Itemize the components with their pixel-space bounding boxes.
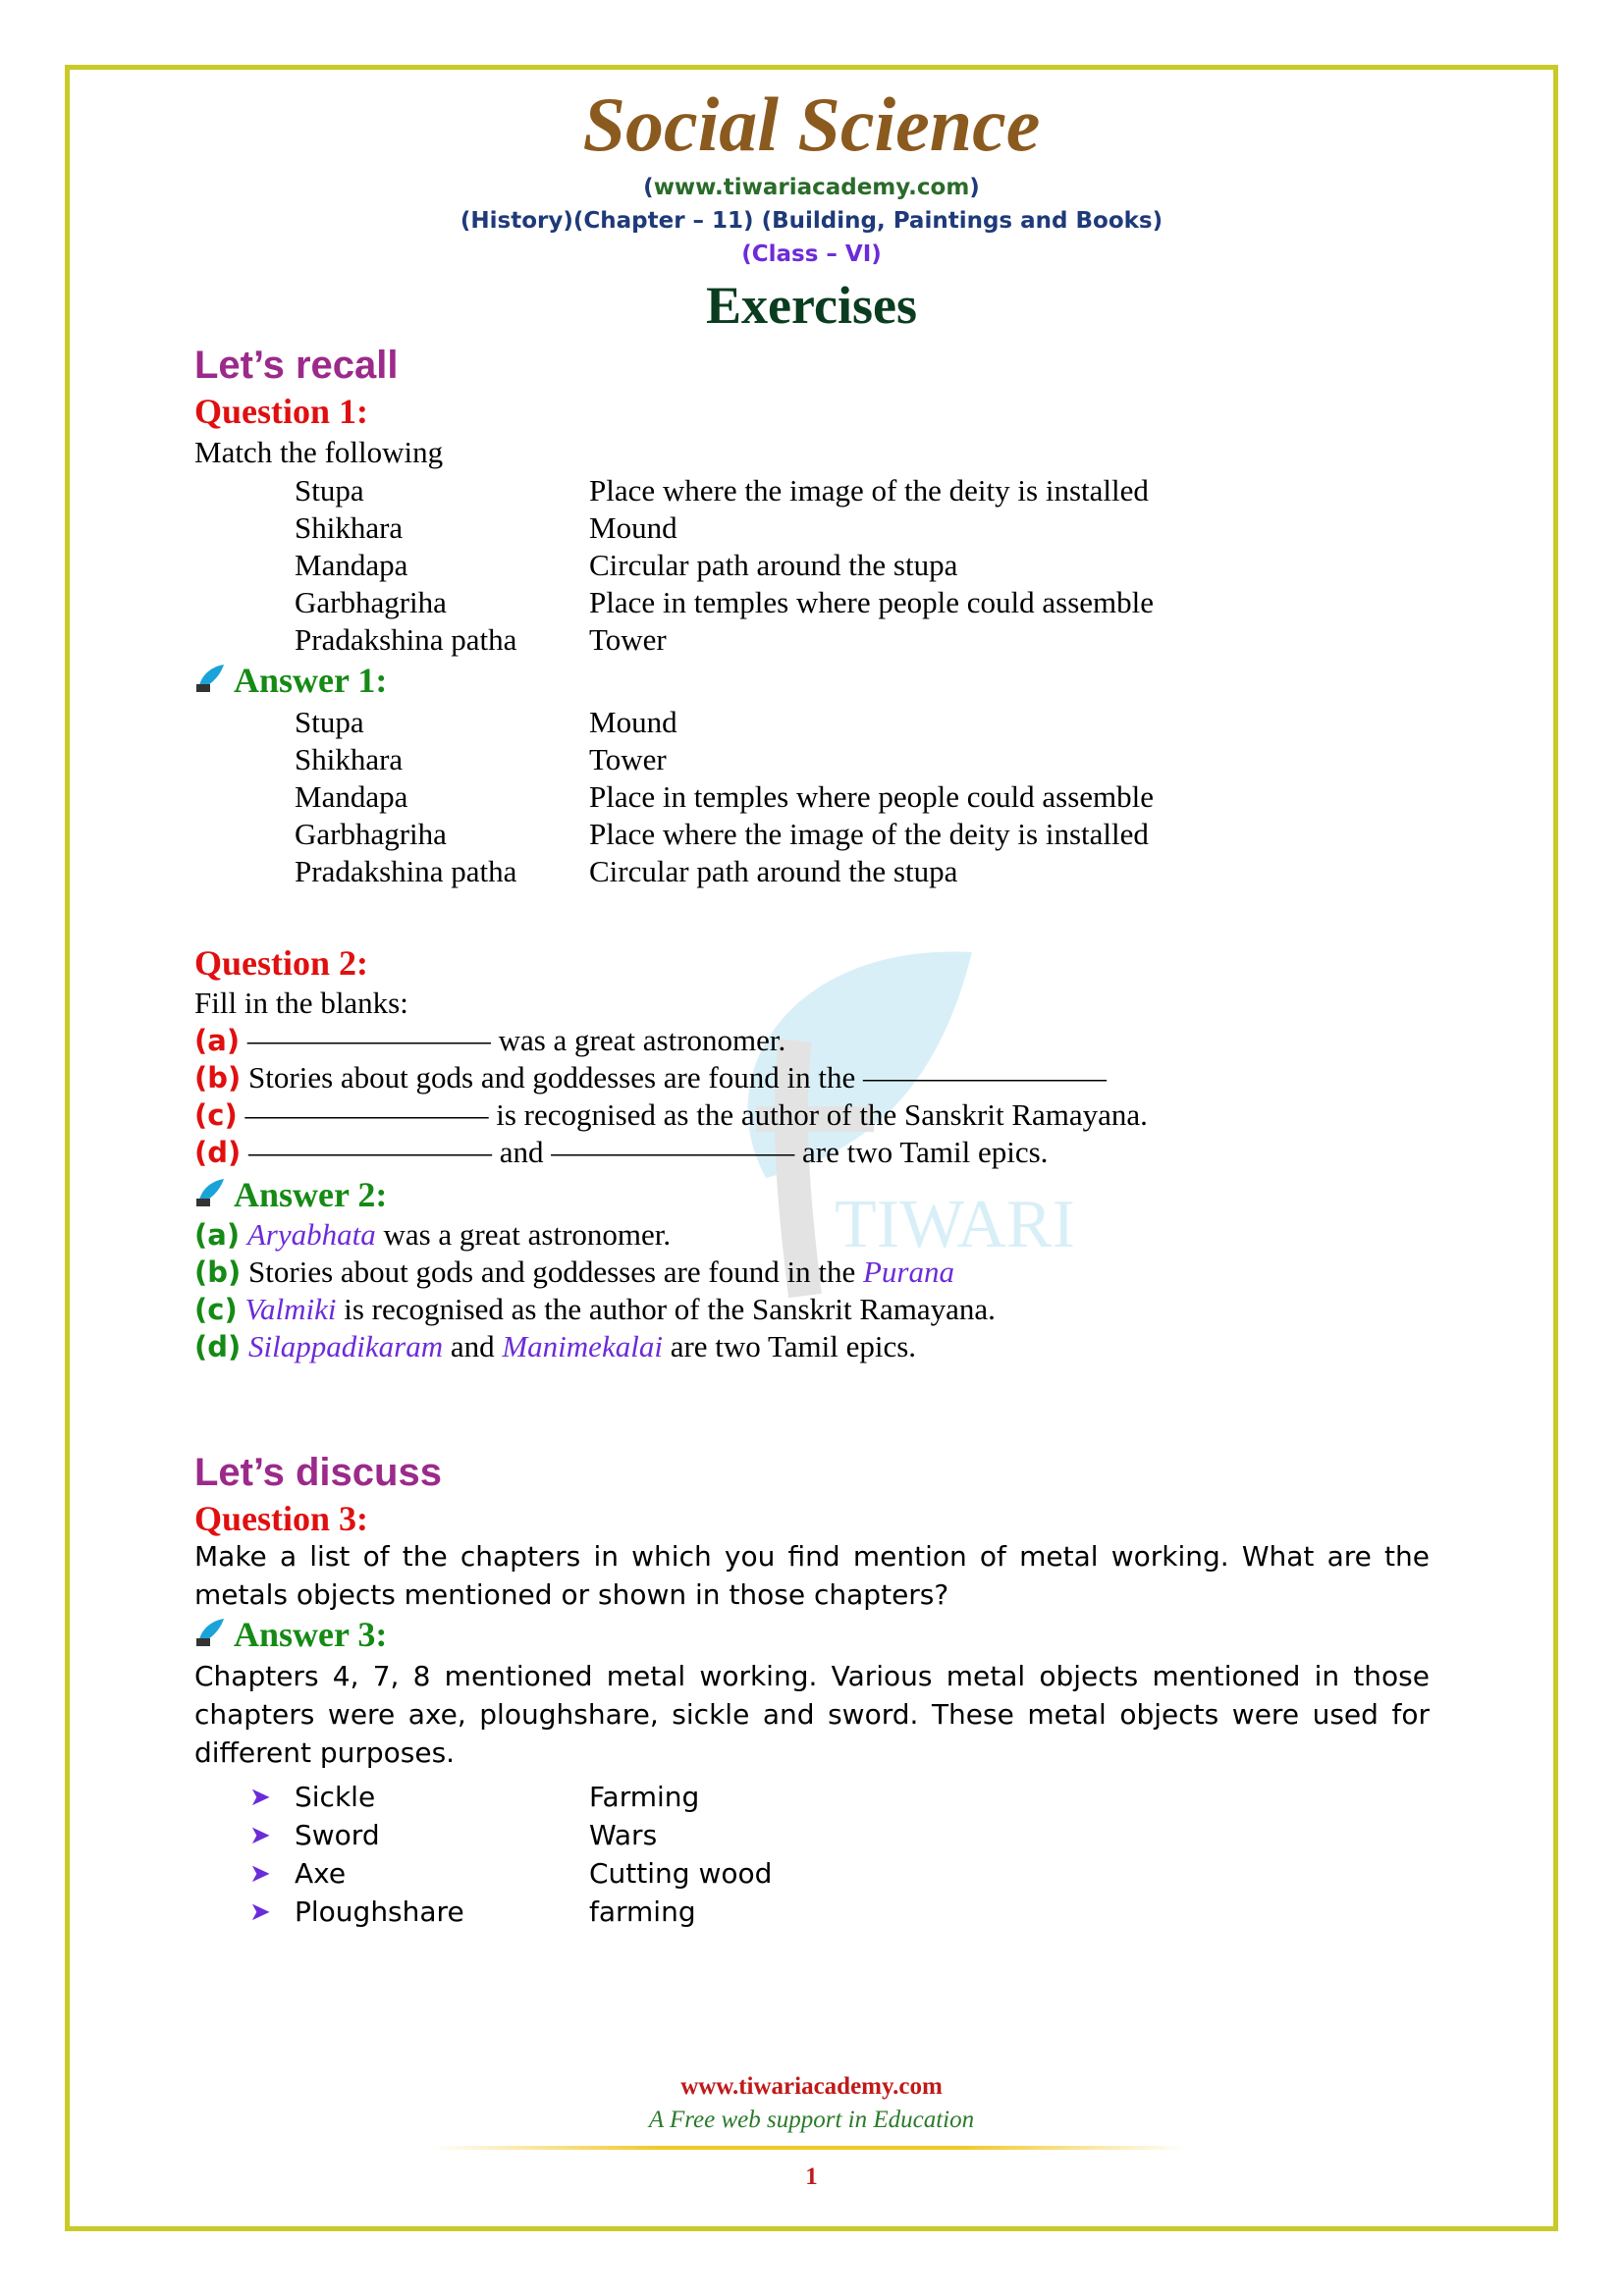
answer-2-label: Answer 2: — [234, 1175, 388, 1214]
q1-term: Pradakshina patha — [295, 622, 517, 657]
arrow-bullet-icon: ➤ — [249, 1821, 271, 1849]
q1-term: Shikhara — [295, 510, 404, 545]
question-2-prompt: Fill in the blanks: — [194, 986, 408, 1020]
answer-1-heading — [194, 660, 387, 701]
a3-def: farming — [589, 1896, 696, 1928]
footer-website-link[interactable]: www.tiwariacademy.com — [680, 2073, 943, 2100]
q1-def: Tower — [589, 622, 667, 657]
a1-def: Mound — [589, 705, 677, 739]
q2-item-label: (d) — [194, 1136, 242, 1169]
a2-fill: Silappadikaram — [248, 1329, 444, 1363]
q2-item-label: (a) — [194, 1024, 241, 1057]
a3-term: Ploughshare — [295, 1896, 464, 1928]
q2-item-text: ———————— and ———————— are two Tamil epics. — [248, 1135, 1049, 1169]
q2-item-label: (b) — [194, 1061, 242, 1095]
a1-def: Circular path around the stupa — [589, 854, 958, 888]
a2-rest: are two Tamil epics. — [662, 1329, 917, 1363]
a1-def: Tower — [589, 742, 667, 776]
a1-term: Pradakshina patha — [295, 854, 517, 888]
q1-term: Mandapa — [295, 548, 408, 582]
chapter-subtitle: (History)(Chapter – 11) (Building, Paintings and Books) — [460, 208, 1163, 234]
answer-3-heading — [194, 1614, 387, 1655]
a2-rest: is recognised as the author of the Sanskrit Ramayana. — [336, 1292, 996, 1326]
arrow-bullet-icon: ➤ — [249, 1897, 271, 1926]
q1-def: Mound — [589, 510, 677, 545]
q1-term: Garbhagriha — [295, 585, 447, 619]
a2-pre: Stories about gods and goddesses are found in the — [248, 1255, 863, 1289]
a3-def: Farming — [589, 1781, 700, 1813]
a2-fill: Aryabhata — [246, 1217, 376, 1252]
answer-1-label: Answer 1: — [234, 661, 388, 700]
a1-def: Place in temples where people could assemble — [589, 779, 1155, 814]
q2-item — [194, 1060, 1107, 1095]
a2-item-b — [194, 1255, 954, 1290]
watermark-text: TIWARI — [835, 1187, 1075, 1262]
question-3-label: Question 3: — [194, 1499, 369, 1538]
a2-label: (c) — [194, 1293, 238, 1326]
quill-icon — [194, 1617, 226, 1648]
a2-label: (b) — [194, 1255, 242, 1289]
quill-icon — [194, 1177, 226, 1208]
q1-def: Place where the image of the deity is installed — [589, 473, 1149, 507]
section-heading-recall: Let’s recall — [194, 344, 399, 387]
a1-def: Place where the image of the deity is installed — [589, 817, 1149, 851]
q2-item — [194, 1023, 785, 1058]
q2-item — [194, 1097, 1148, 1133]
answer-2-heading — [194, 1174, 387, 1215]
question-3-text: Make a list of the chapters in which you find mention of metal working. What are the metals objects mentioned or shown in those chapters? — [194, 1540, 1430, 1611]
a2-item-c — [194, 1292, 996, 1327]
a3-term: Sword — [295, 1819, 380, 1851]
quill-icon — [194, 663, 226, 694]
page-title: Social Science — [582, 81, 1041, 167]
page-number: 1 — [805, 2163, 818, 2190]
q1-def: Place in temples where people could assemble — [589, 585, 1155, 619]
answer-3-text: Chapters 4, 7, 8 mentioned metal working. Various metal objects mentioned in those chapters were axe, ploughshare, sickle and sword. These metal objects were used for different purposes. — [194, 1660, 1430, 1769]
a2-item-d — [194, 1329, 916, 1364]
footer-tagline: A Free web support in Education — [648, 2107, 975, 2133]
a1-term: Stupa — [295, 705, 364, 739]
a1-term: Mandapa — [295, 779, 408, 814]
a2-fill: Valmiki — [244, 1292, 337, 1326]
header-website-link[interactable]: www.tiwariacademy.com — [653, 175, 970, 200]
q2-item-label: (c) — [194, 1098, 238, 1132]
a1-term: Garbhagriha — [295, 817, 447, 851]
a2-label: (a) — [194, 1218, 241, 1252]
a2-label: (d) — [194, 1330, 242, 1363]
class-label: (Class – VI) — [741, 241, 882, 267]
answer-3-label: Answer 3: — [234, 1615, 388, 1654]
a2-mid: and — [443, 1329, 503, 1363]
arrow-bullet-icon: ➤ — [249, 1783, 271, 1811]
a2-fill: Manimekalai — [502, 1329, 663, 1363]
a3-term: Sickle — [295, 1781, 376, 1813]
q1-def: Circular path around the stupa — [589, 548, 958, 582]
exercises-heading: Exercises — [706, 276, 917, 335]
q2-item-text: ———————— is recognised as the author of the Sanskrit Ramayana. — [244, 1097, 1148, 1132]
a3-def: Wars — [589, 1819, 658, 1851]
a2-rest: was a great astronomer. — [375, 1217, 672, 1252]
arrow-bullet-icon: ➤ — [249, 1859, 271, 1888]
q1-term: Stupa — [295, 473, 364, 507]
a3-term: Axe — [295, 1857, 347, 1890]
a1-term: Shikhara — [295, 742, 404, 776]
a3-def: Cutting wood — [589, 1857, 773, 1890]
q2-item-text: ———————— was a great astronomer. — [246, 1023, 786, 1057]
q2-item-text: Stories about gods and goddesses are found in the ———————— — [248, 1060, 1107, 1095]
footer-divider — [432, 2146, 1188, 2150]
section-heading-discuss: Let’s discuss — [194, 1451, 442, 1494]
a2-item-a — [194, 1217, 671, 1253]
question-2-label: Question 2: — [194, 943, 369, 983]
question-1-label: Question 1: — [194, 392, 369, 431]
question-1-prompt: Match the following — [194, 435, 444, 469]
q2-item — [194, 1135, 1048, 1170]
header-website: (www.tiwariacademy.com) — [643, 175, 980, 200]
a2-fill: Purana — [862, 1255, 954, 1289]
